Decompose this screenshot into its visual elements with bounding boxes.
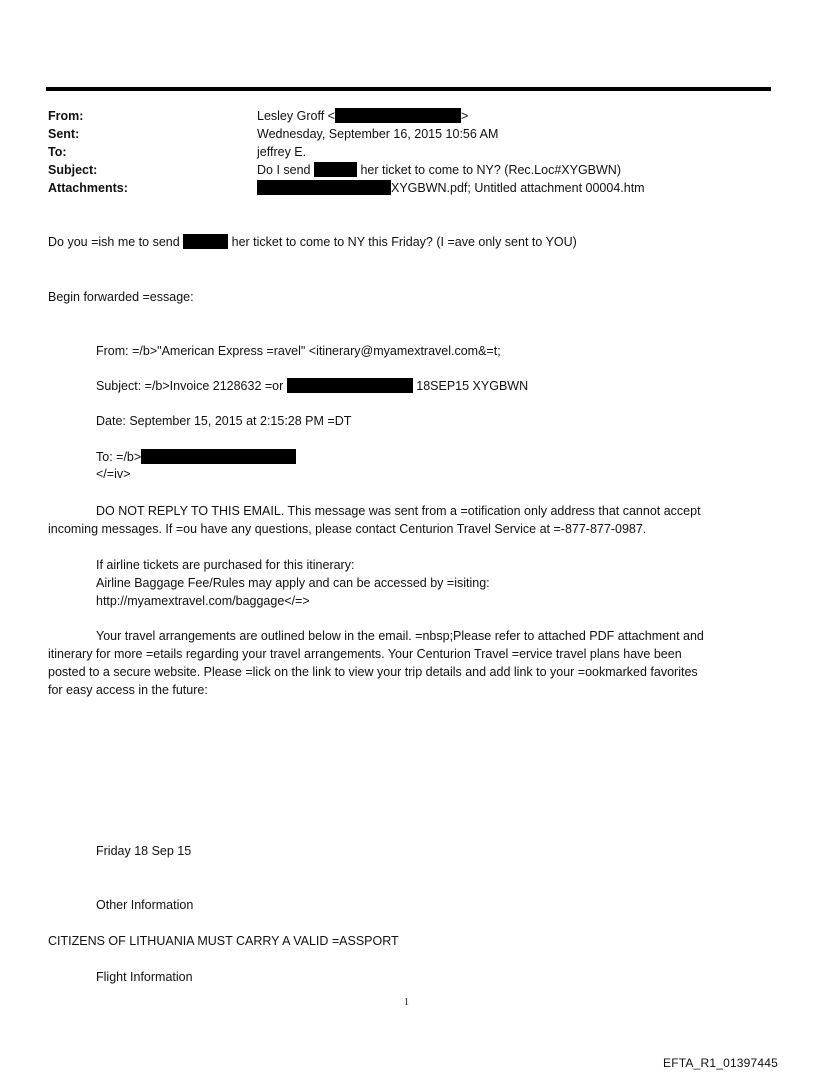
- redaction-box: [141, 449, 296, 464]
- subject-prefix: Do I send: [257, 163, 311, 177]
- fwd-to-label: To: =/b>: [96, 450, 142, 464]
- header-rule: [46, 87, 771, 91]
- attachments-value: [257, 180, 645, 196]
- airline-line-2: Airline Baggage Fee/Rules may apply and can be accessed by =isiting:: [96, 576, 490, 590]
- attachments-label: Attachments:: [48, 181, 128, 195]
- from-label: From:: [48, 109, 84, 123]
- redaction-box: [314, 162, 357, 177]
- begin-forwarded: Begin forwarded =essage:: [48, 290, 194, 304]
- from-close: >: [460, 109, 469, 123]
- question-line: [48, 234, 577, 250]
- subject-value: [257, 162, 621, 178]
- trip-date: Friday 18 Sep 15: [96, 844, 192, 858]
- flight-information-heading: Flight Information: [96, 970, 193, 984]
- question-prefix: Do you =ish me to send: [48, 235, 180, 249]
- arrange-line-4: for easy access in the future:: [48, 683, 208, 697]
- sent-value: Wednesday, September 16, 2015 10:56 AM: [257, 127, 499, 141]
- passport-notice: CITIZENS OF LITHUANIA MUST CARRY A VALID =ASSPORT: [48, 934, 399, 948]
- from-value: [257, 108, 468, 124]
- page-number: 1: [404, 997, 409, 1008]
- fwd-div-close: </=iv>: [96, 467, 131, 481]
- fwd-subject-prefix: Subject: =/b>Invoice 2128632 =or: [96, 379, 284, 393]
- fwd-subject: [96, 378, 528, 394]
- redaction-box: [287, 378, 413, 393]
- question-suffix: her ticket to come to NY this Friday? (I =ave only sent to YOU): [231, 235, 577, 249]
- from-name: Lesley Groff <: [257, 109, 335, 123]
- redaction-box: [335, 108, 461, 123]
- attachments-files: XYGBWN.pdf; Untitled attachment 00004.htm: [391, 181, 645, 195]
- redaction-box: [183, 234, 228, 249]
- arrange-line-2: itinerary for more =etails regarding your travel arrangements. Your Centurion Travel =ervice travel plans have been: [48, 647, 682, 661]
- redaction-box: [257, 180, 391, 195]
- sent-label: Sent:: [48, 127, 80, 141]
- arrange-line-3: posted to a secure website. Please =lick on the link to view your trip details and add link to your =ookmarked favorites: [48, 665, 698, 679]
- arrange-line-1: Your travel arrangements are outlined below in the email. =nbsp;Please refer to attached PDF attachment and: [96, 629, 704, 643]
- airline-line-1: If airline tickets are purchased for this itinerary:: [96, 558, 355, 572]
- fwd-to: [96, 449, 296, 465]
- airline-line-3: http://myamextravel.com/baggage</=>: [96, 594, 310, 608]
- fwd-subject-suffix: 18SEP15 XYGBWN: [416, 379, 529, 393]
- to-value: jeffrey E.: [257, 145, 307, 159]
- fwd-from: From: =/b>"American Express =ravel" <itinerary@myamextravel.com&=t;: [96, 344, 501, 358]
- fwd-date: Date: September 15, 2015 at 2:15:28 PM =DT: [96, 414, 352, 428]
- to-label: To:: [48, 145, 67, 159]
- efta-id: EFTA_R1_01397445: [663, 1056, 779, 1070]
- notice-line-2: incoming messages. If =ou have any questions, please contact Centurion Travel Service at =-877-877-0987.: [48, 522, 647, 536]
- subject-label: Subject:: [48, 163, 98, 177]
- subject-suffix: her ticket to come to NY? (Rec.Loc#XYGBWN): [360, 163, 621, 177]
- other-information-heading: Other Information: [96, 898, 194, 912]
- notice-line-1: DO NOT REPLY TO THIS EMAIL. This message was sent from a =otification only address that cannot accept: [96, 504, 701, 518]
